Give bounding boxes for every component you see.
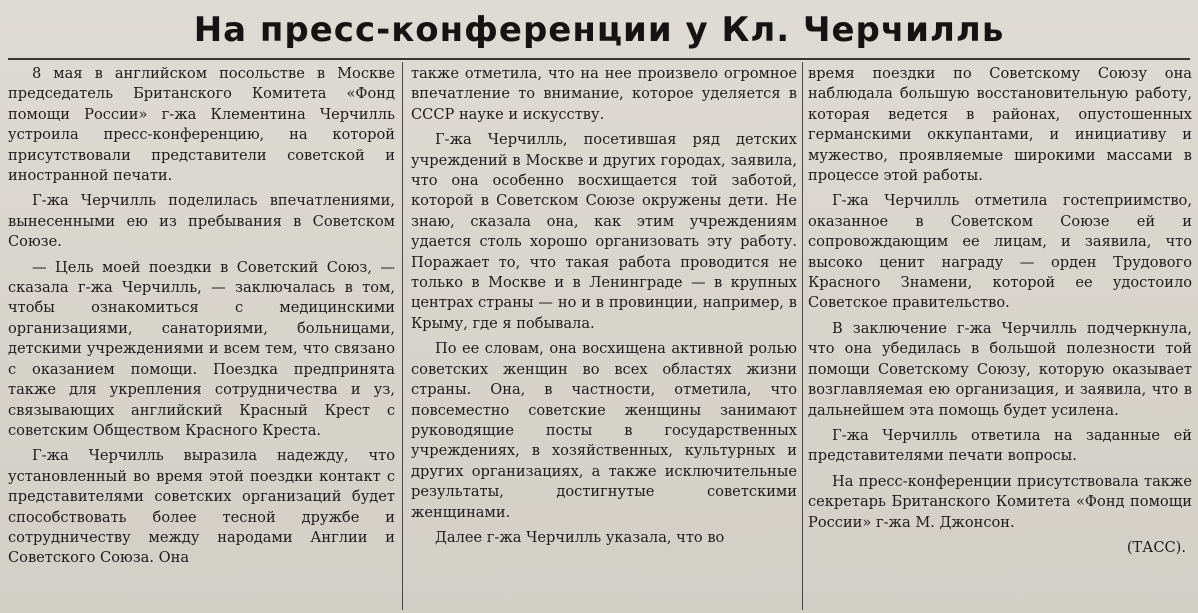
paragraph: Г-жа Черчилль ответила на заданные ей представителями печати вопросы.	[808, 426, 1192, 465]
paragraph: время поездки по Советскому Союзу она наблюдала большую восстановительную работу, которая ведется в районах, опустошенных германскими оккупантами, и инициативу и мужество, проявляемые широкими массами в процессе этой работы.	[808, 65, 1192, 185]
column-2	[411, 64, 797, 609]
column-divider	[802, 62, 803, 610]
paragraph: Г-жа Черчилль выразила надежду, что установленный во время этой поездки контакт с представителями советских организаций будет способствовать более тесной дружбе и сотрудничеству между народами Англии и Советского Союза. Она	[8, 447, 395, 567]
headline: На пресс-конференции у Кл. Черчилль	[193, 10, 1005, 50]
signature: (ТАСС).	[1126, 538, 1186, 556]
paragraph: На пресс-конференции присутствовала также секретарь Британского Комитета «Фонд помощи России» г-жа М. Джонсон.	[808, 472, 1192, 531]
paragraph: также отметила, что на нее произвело огромное впечатление то внимание, которое уделяется в СССР науке и искусству.	[411, 65, 797, 123]
paragraph: Далее г-жа Черчилль указала, что во	[435, 528, 725, 546]
column-1	[8, 64, 395, 609]
paragraph: Г-жа Черчилль отметила гостеприимство, оказанное в Советском Союзе ей и сопровождающим ее лицам, и заявила, что высоко ценит награду — орден Трудового Красного Знамени, которой ее удостоило Советское правительство.	[808, 192, 1192, 312]
column-divider	[402, 62, 403, 610]
paragraph: В заключение г-жа Черчилль подчеркнула, что она убедилась в большой полезности той помощи Советскому Союзу, которую оказывает возглавляемая ею организация, и заявила, что в дальнейшем эта помощь будет усилена.	[808, 319, 1192, 419]
paragraph: Г-жа Черчилль, посетившая ряд детских учреждений в Москве и других городах, заявила, что она особенно восхищается той заботой, которой в Советском Союзе окружены дети. Не знаю, сказала она, как этим учреждениям удается столь хорошо организовать эту работу. Поражает то, что такая работа проводится не только в Москве и в Ленинграде — в крупных центрах страны — но и в провинции, например, в Крыму, где я побывала.	[411, 131, 797, 332]
paragraph: По ее словам, она восхищена активной ролью советских женщин во всех областях жизни страны. Она, в частности, отметила, что повсеместно советские женщины занимают руководящие посты в государственных учреждениях, в хозяйственных, культурных и других организациях, а также исключительные результаты, достигнутые советскими женщинами.	[411, 340, 797, 521]
column-3	[808, 64, 1192, 609]
headline-rule	[8, 58, 1190, 60]
paragraph: — Цель моей поездки в Советский Союз, — сказала г-жа Черчилль, — заключалась в том, чтобы ознакомиться с медицинскими организациями, санаториями, больницами, детскими учреждениями и всем тем, что связано с оказанием помощи. Поездка предпринята также для укрепления сотрудничества и уз, связывающих английский Красный Крест с советским Обществом Красного Креста.	[8, 258, 395, 439]
paragraph: Г-жа Черчилль поделилась впечатлениями, вынесенными ею из пребывания в Советском Союзе.	[8, 192, 395, 251]
paragraph: 8 мая в английском посольстве в Москве председатель Британского Комитета «Фонд помощи России» г-жа Клементина Черчилль устроила пресс-конференцию, на которой присутствовали представители советской и иностранной печати.	[8, 65, 395, 185]
